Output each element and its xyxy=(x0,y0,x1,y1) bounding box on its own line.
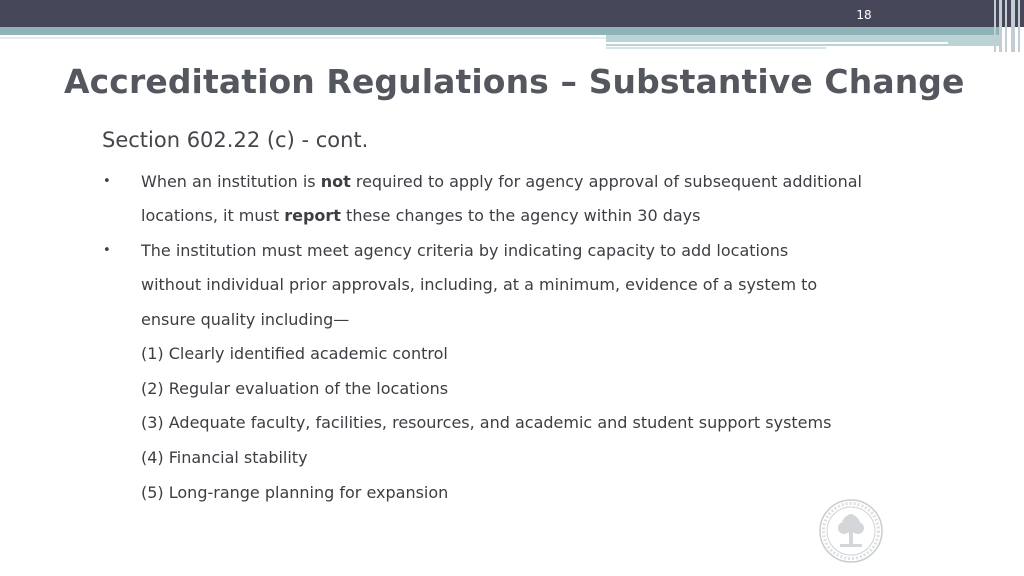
header-thin-line-secondary xyxy=(606,47,826,49)
bullet-1-line-2: locations, it must report these changes to the agency within 30 days xyxy=(141,206,701,225)
list-item: (2) Regular evaluation of the locations xyxy=(141,379,449,398)
list-item: (4) Financial stability xyxy=(141,448,308,467)
department-seal-icon xyxy=(818,498,884,564)
section-heading: Section 602.22 (c) - cont. xyxy=(102,128,369,152)
slide-title: Accreditation Regulations – Substantive Change xyxy=(64,62,965,101)
bullet-2-line-2: without individual prior approvals, including, at a minimum, evidence of a system to xyxy=(141,275,818,294)
header-divider-line xyxy=(0,37,606,39)
bullet-2-line-3: ensure quality including— xyxy=(141,310,350,329)
header-accent-block xyxy=(606,35,1000,46)
header-accent-stripe xyxy=(0,27,1000,35)
list-item: (5) Long-range planning for expansion xyxy=(141,483,449,502)
bullet-2-line-1: The institution must meet agency criteria by indicating capacity to add locations xyxy=(141,241,789,260)
header-vertical-stripes xyxy=(990,0,1024,52)
page-number: 18 xyxy=(856,8,872,22)
bullet-marker: • xyxy=(103,174,111,189)
header-thin-line xyxy=(606,42,948,44)
bullet-1-line-1: When an institution is not required to apply for agency approval of subsequent additional xyxy=(141,172,862,191)
list-item: (1) Clearly identified academic control xyxy=(141,344,448,363)
list-item: (3) Adequate faculty, facilities, resources, and academic and student support systems xyxy=(141,413,832,432)
bullet-marker: • xyxy=(103,243,111,258)
